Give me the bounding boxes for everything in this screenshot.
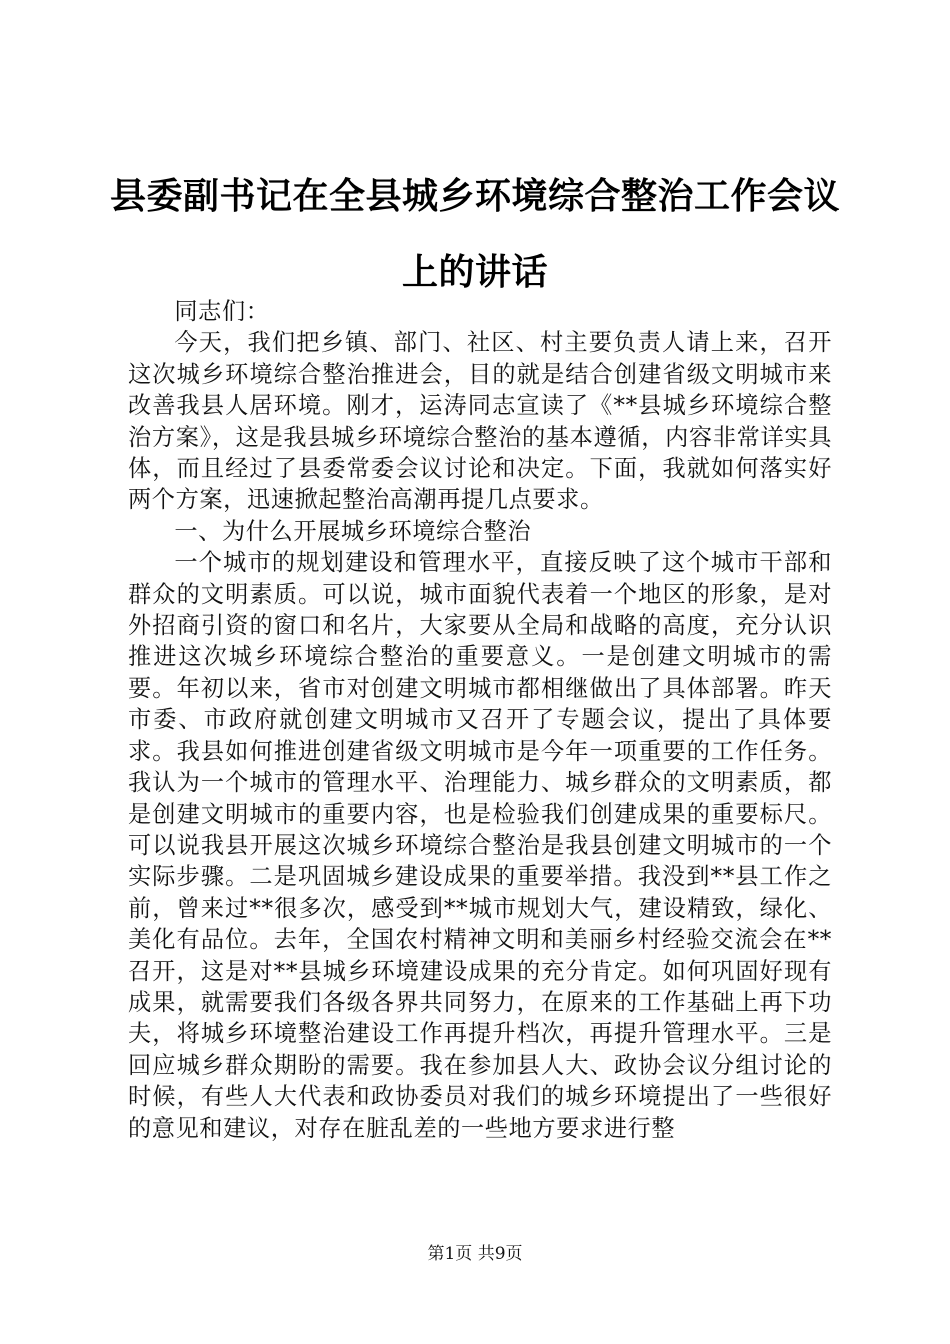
paragraph-body: 一个城市的规划建设和管理水平，直接反映了这个城市干部和群众的文明素质。可以说，城市面貌代表着一个地区的形象，是对外招商引资的窗口和名片，大家要从全局和战略的高度，充分认识推进这次城乡环境综合整治的重要意义。一是创建文明城市的需要。年初以来，省市对创建文明城市都相继做出了具体部署。昨天市委、市政府就创建文明城市又召开了专题会议，提出了具体要求。我县如何推进创建省级文明城市是今年一项重要的工作任务。我认为一个城市的管理水平、治理能力、城乡群众的文明素质，都是创建文明城市的重要内容，也是检验我们创建成果的重要标尺。可以说我县开展这次城乡环境综合整治是我县创建文明城市的一个实际步骤。二是巩固城乡建设成果的重要举措。我没到**县工作之前，曾来过**很多次，感受到**城市规划大气，建设精致，绿化、美化有品位。去年，全国农村精神文明和美丽乡村经验交流会在**召开，这是对**县城乡环境建设成果的充分肯定。如何巩固好现有成果，就需要我们各级各界共同努力，在原来的工作基础上再下功夫，将城乡环境整治建设工作再提升档次，再提升管理水平。三是回应城乡群众期盼的需要。我在参加县人大、政协会议分组讨论的时候，有些人大代表和政协委员对我们的城乡环境提出了一些很好的意见和建议，对存在脏乱差的一些地方要求进行整 — [128, 549, 832, 1142]
document-title — [100, 158, 850, 310]
title-line-2: 上的讲话 — [401, 251, 548, 293]
title-line-1: 县委副书记在全县城乡环境综合整治工作会议 — [109, 175, 840, 217]
document-body — [128, 296, 832, 1144]
section-heading: 一、为什么开展城乡环境综合整治 — [174, 517, 532, 545]
salutation: 同志们： — [174, 298, 270, 325]
paragraph-intro: 今天，我们把乡镇、部门、社区、村主要负责人请上来，召开这次城乡环境综合整治推进会，目的就是结合创建省级文明城市来改善我县人居环境。刚才，运涛同志宣读了《**县城乡环境综合整治方案》，这是我县城乡环境综合整治的基本遵循，内容非常详实具体，而且经过了县委常委会议讨论和决定。下面，我就如何落实好两个方案，迅速掀起整治高潮再提几点要求。 — [128, 329, 832, 514]
page-number-footer: 第1页 共9页 — [427, 1244, 523, 1264]
